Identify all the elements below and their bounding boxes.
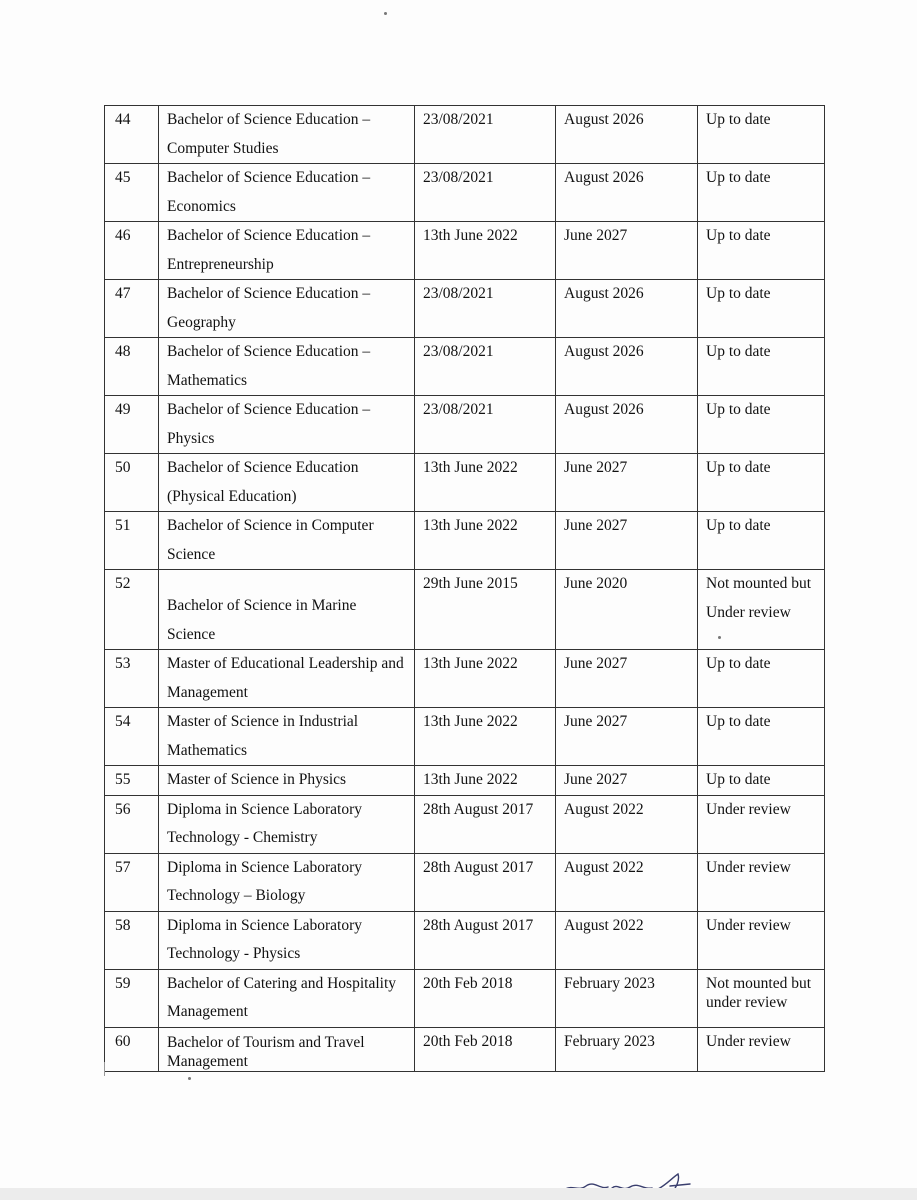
status: Up to date <box>698 650 825 708</box>
status: Up to date <box>698 280 825 338</box>
status: Up to date <box>698 766 825 796</box>
expiry-date: August 2022 <box>556 795 698 853</box>
expiry-date: August 2022 <box>556 853 698 911</box>
row-number: 56 <box>105 795 159 853</box>
row-number: 53 <box>105 650 159 708</box>
status: Up to date <box>698 512 825 570</box>
accreditation-date: 28th August 2017 <box>415 853 556 911</box>
table-row <box>105 766 825 796</box>
expiry-date: June 2020 <box>556 570 698 650</box>
expiry-date: August 2026 <box>556 106 698 164</box>
status: Under review <box>698 853 825 911</box>
status: Up to date <box>698 708 825 766</box>
row-number: 49 <box>105 396 159 454</box>
expiry-date: June 2027 <box>556 650 698 708</box>
programme-accreditation-table <box>104 105 825 1072</box>
accreditation-date: 13th June 2022 <box>415 766 556 796</box>
accreditation-date: 23/08/2021 <box>415 106 556 164</box>
programme-name: Master of Science in Industrial Mathematics <box>159 708 415 766</box>
expiry-date: February 2023 <box>556 969 698 1027</box>
table-row <box>105 106 825 164</box>
status: Up to date <box>698 106 825 164</box>
status: Under review <box>698 911 825 969</box>
status: Up to date <box>698 164 825 222</box>
table-row <box>105 338 825 396</box>
accreditation-date: 20th Feb 2018 <box>415 969 556 1027</box>
table-row <box>105 570 825 650</box>
row-number: 58 <box>105 911 159 969</box>
programme-name: Bachelor of Science in Computer Science <box>159 512 415 570</box>
scan-edge <box>0 1188 917 1200</box>
row-number: 46 <box>105 222 159 280</box>
programme-name: Master of Educational Leadership and Management <box>159 650 415 708</box>
programme-name: Bachelor of Science Education (Physical Education) <box>159 454 415 512</box>
table-row <box>105 969 825 1027</box>
expiry-date: June 2027 <box>556 454 698 512</box>
programme-name: Bachelor of Science Education – Geography <box>159 280 415 338</box>
row-number: 57 <box>105 853 159 911</box>
programme-name: Bachelor of Tourism and Travel Management <box>159 1027 415 1071</box>
expiry-date: June 2027 <box>556 708 698 766</box>
row-number: 47 <box>105 280 159 338</box>
status: Under review <box>698 1027 825 1071</box>
accreditation-date: 13th June 2022 <box>415 512 556 570</box>
expiry-date: August 2026 <box>556 396 698 454</box>
accreditation-date: 13th June 2022 <box>415 222 556 280</box>
programme-name: Bachelor of Science Education – Entrepreneurship <box>159 222 415 280</box>
table-row <box>105 708 825 766</box>
table-row <box>105 853 825 911</box>
row-number: 51 <box>105 512 159 570</box>
accreditation-date: 23/08/2021 <box>415 280 556 338</box>
accreditation-date: 13th June 2022 <box>415 708 556 766</box>
scan-speck <box>718 636 721 639</box>
accreditation-date: 29th June 2015 <box>415 570 556 650</box>
expiry-date: August 2026 <box>556 164 698 222</box>
row-number: 52 <box>105 570 159 650</box>
programme-name: Bachelor of Catering and Hospitality Management <box>159 969 415 1027</box>
expiry-date: June 2027 <box>556 766 698 796</box>
row-number: 44 <box>105 106 159 164</box>
expiry-date: February 2023 <box>556 1027 698 1071</box>
programme-name: Bachelor of Science in Marine Science <box>159 570 415 650</box>
row-number: 48 <box>105 338 159 396</box>
accreditation-date: 13th June 2022 <box>415 454 556 512</box>
expiry-date: August 2026 <box>556 338 698 396</box>
programme-name: Bachelor of Science Education – Economics <box>159 164 415 222</box>
accreditation-date: 23/08/2021 <box>415 338 556 396</box>
row-number: 59 <box>105 969 159 1027</box>
accreditation-date: 28th August 2017 <box>415 795 556 853</box>
table-row <box>105 280 825 338</box>
table-row <box>105 795 825 853</box>
accreditation-date: 13th June 2022 <box>415 650 556 708</box>
status: Up to date <box>698 396 825 454</box>
accreditation-date: 23/08/2021 <box>415 396 556 454</box>
row-number: 54 <box>105 708 159 766</box>
status: Up to date <box>698 338 825 396</box>
accreditation-date: 28th August 2017 <box>415 911 556 969</box>
expiry-date: June 2027 <box>556 222 698 280</box>
programme-name: Diploma in Science Laboratory Technology - Chemistry <box>159 795 415 853</box>
accreditation-date: 20th Feb 2018 <box>415 1027 556 1071</box>
table-row <box>105 164 825 222</box>
scan-speck <box>188 1077 191 1080</box>
expiry-date: August 2022 <box>556 911 698 969</box>
programme-name: Diploma in Science Laboratory Technology – Biology <box>159 853 415 911</box>
programme-name: Master of Science in Physics <box>159 766 415 796</box>
programme-name: Bachelor of Science Education – Physics <box>159 396 415 454</box>
row-number: 55 <box>105 766 159 796</box>
table-row <box>105 222 825 280</box>
programme-name: Bachelor of Science Education – Mathematics <box>159 338 415 396</box>
status: Not mounted but Under review <box>698 570 825 650</box>
expiry-date: August 2026 <box>556 280 698 338</box>
programme-name: Diploma in Science Laboratory Technology - Physics <box>159 911 415 969</box>
programme-name: Bachelor of Science Education – Computer Studies <box>159 106 415 164</box>
expiry-date: June 2027 <box>556 512 698 570</box>
accreditation-date: 23/08/2021 <box>415 164 556 222</box>
status: Up to date <box>698 222 825 280</box>
status: Under review <box>698 795 825 853</box>
row-number: 45 <box>105 164 159 222</box>
table-row <box>105 512 825 570</box>
margin-mark <box>104 1062 105 1076</box>
status: Up to date <box>698 454 825 512</box>
scan-speck <box>384 12 387 15</box>
table-row <box>105 650 825 708</box>
row-number: 50 <box>105 454 159 512</box>
table-row <box>105 396 825 454</box>
table-row <box>105 454 825 512</box>
status: Not mounted but under review <box>698 969 825 1027</box>
table-row <box>105 911 825 969</box>
table-row <box>105 1027 825 1071</box>
row-number: 60 <box>105 1027 159 1071</box>
